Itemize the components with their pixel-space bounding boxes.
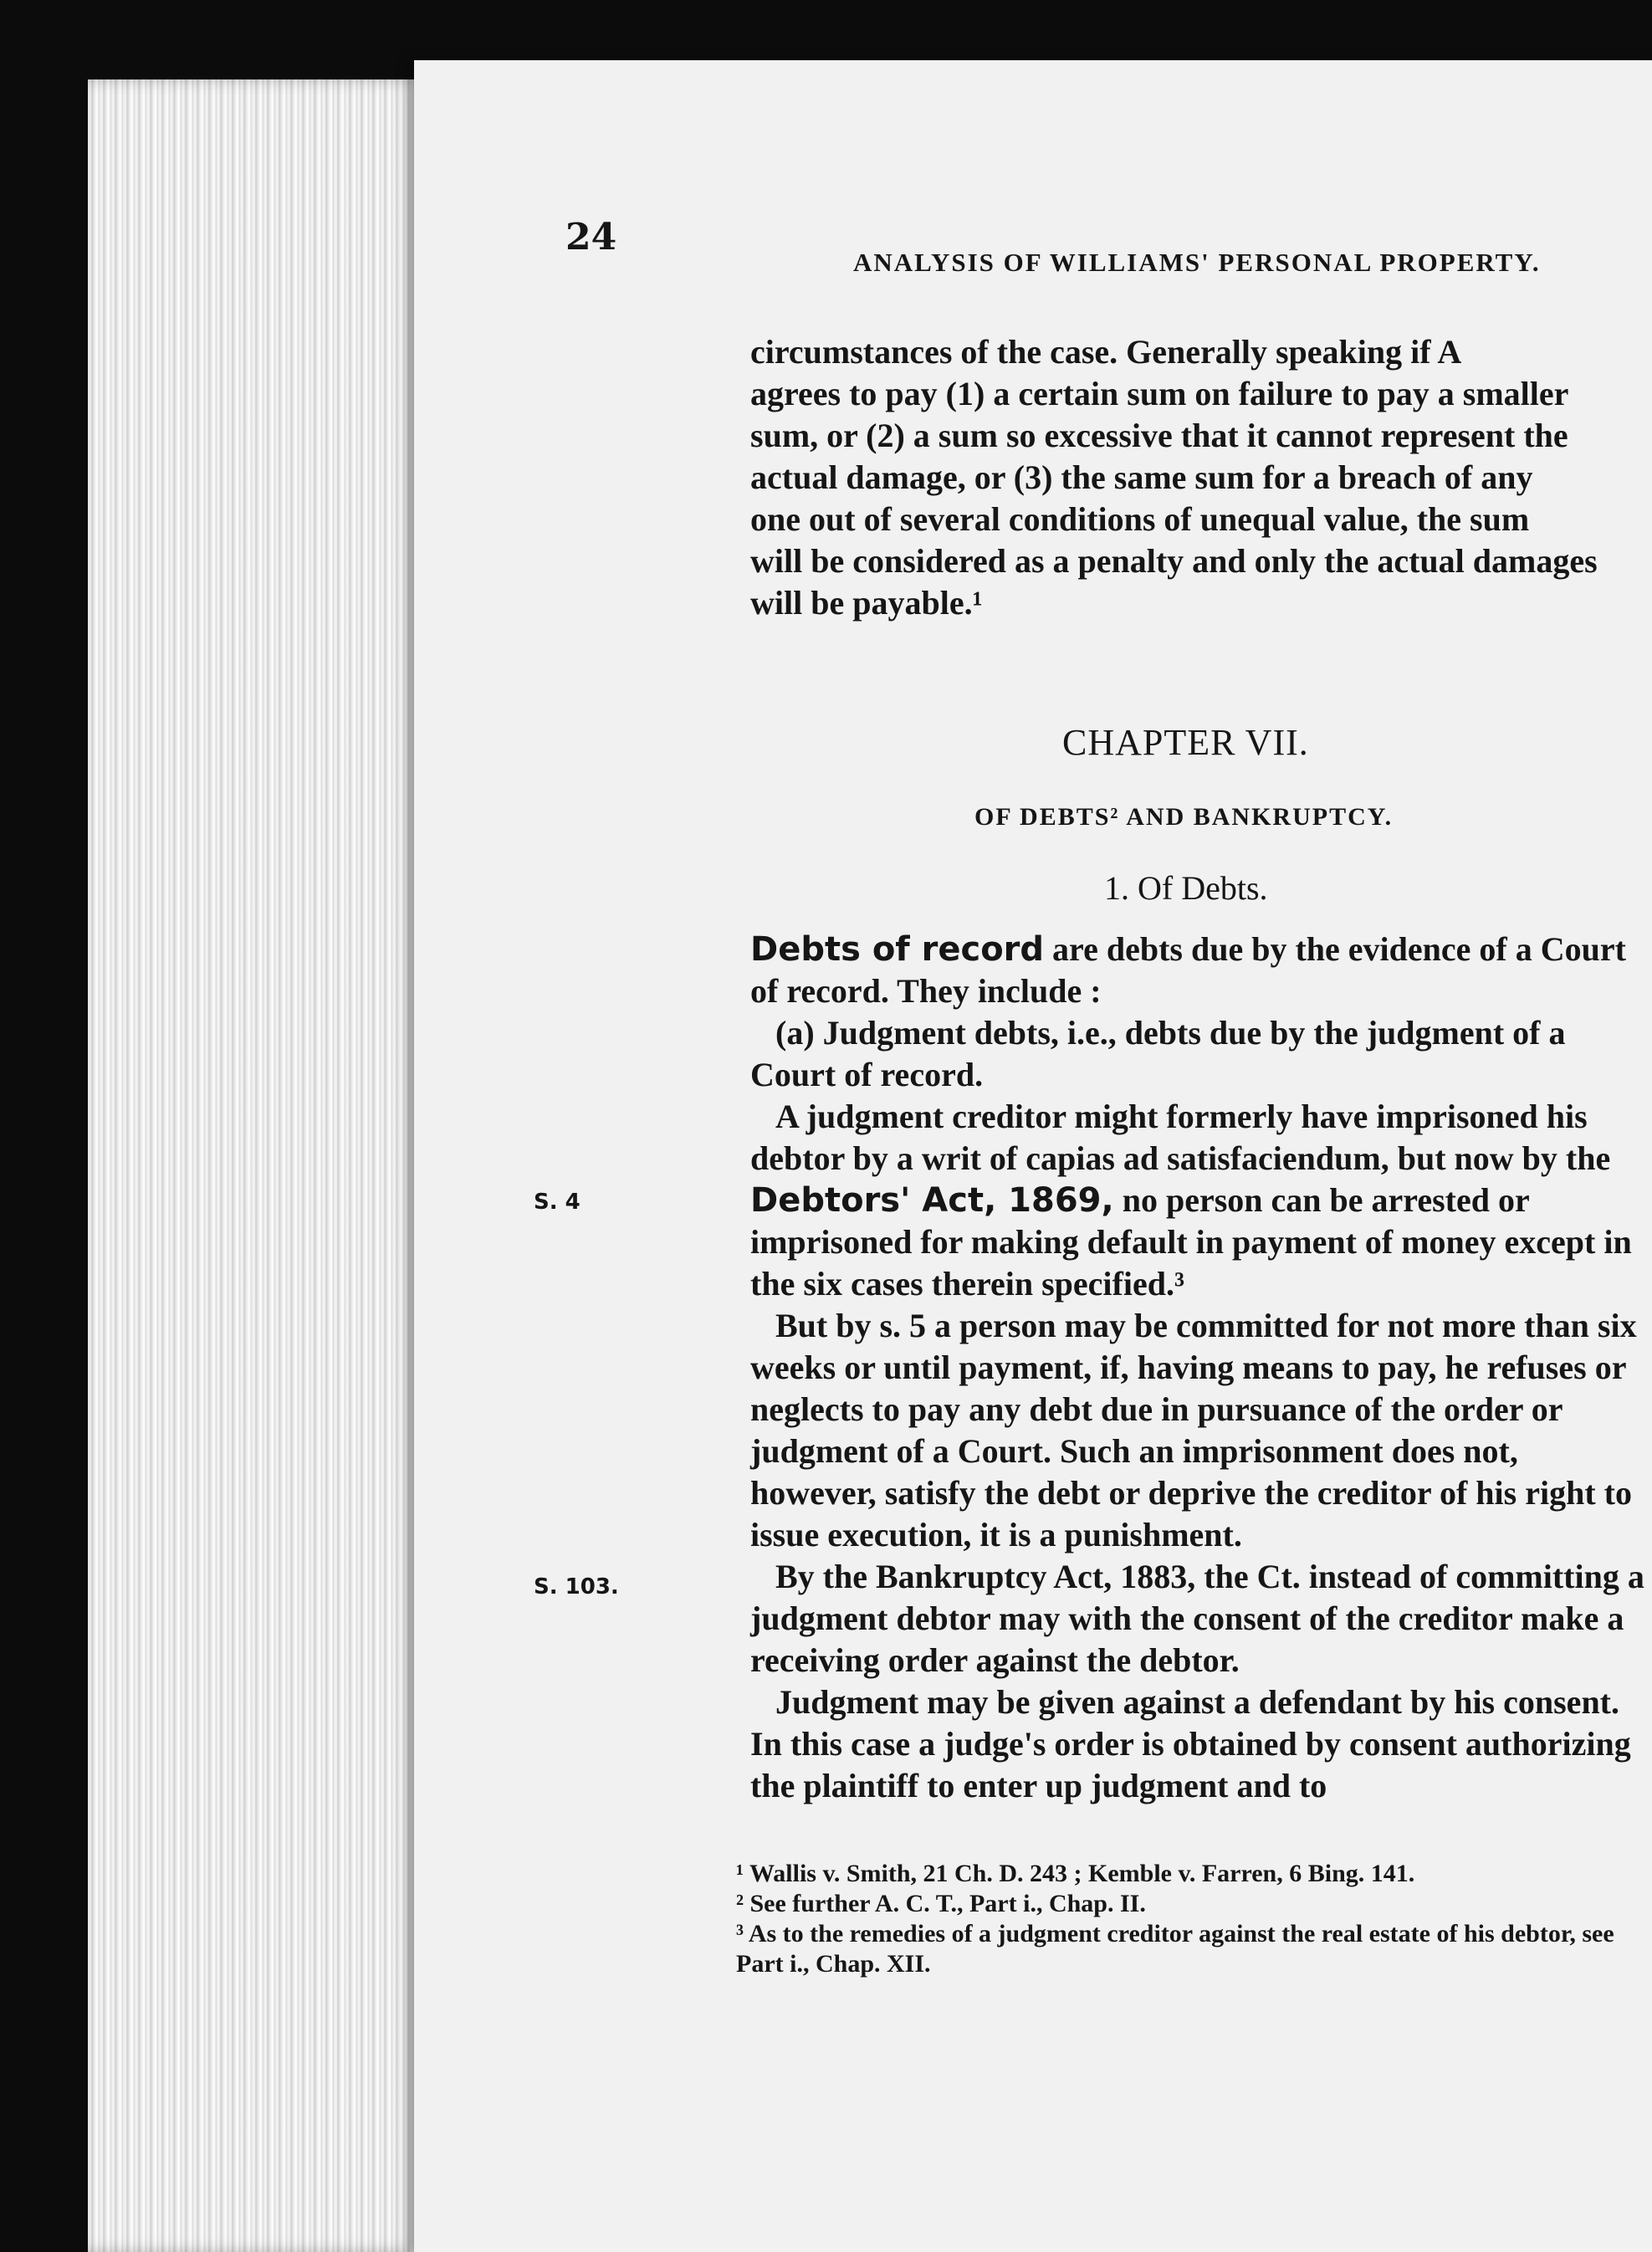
paragraph-judgment-debts: (a) Judgment debts, i.e., debts due by the judgment of a Court of record. bbox=[750, 1014, 1566, 1093]
paragraph-consent-judgment: Judgment may be given against a defendant by his consent. In this case a judge's order is obtained by consent authorizing the plaintiff to enter up judgment and to bbox=[750, 1683, 1631, 1804]
paragraph-committal: But by s. 5 a person may be committed for not more than six weeks or until payment, if, having means to pay, he refuses or neglects to pay any debt due in pursuance of the order or judgment of a Court. Such an imprisonment does not, however, satisfy the debt or deprive the creditor of his right to issue execution, it is a punishment. bbox=[750, 1307, 1637, 1553]
intro-line: actual damage, or (3) the same sum for a breach of any bbox=[750, 458, 1533, 496]
footnote: ¹ Wallis v. Smith, 21 Ch. D. 243 ; Kemble v. Farren, 6 Bing. 141. bbox=[736, 1860, 1415, 1887]
intro-line: one out of several conditions of unequal value, the sum bbox=[750, 500, 1530, 538]
act-reference: Debtors' Act, 1869, bbox=[750, 1181, 1114, 1220]
footnote: ² See further A. C. T., Part i., Chap. II. bbox=[736, 1890, 1146, 1917]
chapter-subtitle: OF DEBTS² AND BANKRUPTCY. bbox=[974, 803, 1394, 831]
defined-term: Debts of record bbox=[750, 930, 1045, 969]
margin-note: S. 4 bbox=[534, 1190, 581, 1215]
running-head: ANALYSIS OF WILLIAMS' PERSONAL PROPERTY. bbox=[853, 248, 1541, 277]
intro-line: agrees to pay (1) a certain sum on failure to pay a smaller bbox=[750, 375, 1569, 412]
page-stack-edges bbox=[88, 79, 422, 2252]
intro-line: will be considered as a penalty and only the actual damages bbox=[750, 542, 1598, 580]
intro-line: circumstances of the case. Generally speaking if A bbox=[750, 333, 1462, 371]
paragraph-debts-of-record bbox=[750, 929, 1652, 1012]
paragraph-bankruptcy-act: By the Bankruptcy Act, 1883, the Ct. instead of committing a judgment debtor may with the consent of the creditor make a receiving order against the debtor. bbox=[750, 1558, 1644, 1679]
page-number: 24 bbox=[565, 216, 617, 258]
margin-note: S. 103. bbox=[534, 1574, 619, 1599]
chapter-body bbox=[750, 929, 1652, 1807]
footnotes bbox=[711, 1859, 1652, 1979]
paragraph-text: A judgment creditor might formerly have imprisoned his debtor by a writ of capias ad satisfaciendum, but now by the bbox=[750, 1098, 1611, 1177]
intro-paragraph bbox=[750, 331, 1652, 624]
paragraph-judgment-creditor bbox=[750, 1096, 1652, 1305]
paragraph-text: are debts due by the evidence of a Court of record. They include : bbox=[750, 930, 1626, 1010]
section-heading: 1. Of Debts. bbox=[1104, 869, 1268, 907]
intro-line: will be payable.¹ bbox=[750, 584, 983, 622]
footnote: ³ As to the remedies of a judgment creditor against the real estate of his debtor, see Part i., Chap. XII. bbox=[736, 1920, 1614, 1978]
paragraph-text: no person can be arrested or imprisoned for making default in payment of money except in the six cases therein specified.³ bbox=[750, 1181, 1632, 1303]
intro-line: sum, or (2) a sum so excessive that it cannot represent the bbox=[750, 417, 1568, 454]
chapter-title: CHAPTER VII. bbox=[1062, 722, 1309, 763]
